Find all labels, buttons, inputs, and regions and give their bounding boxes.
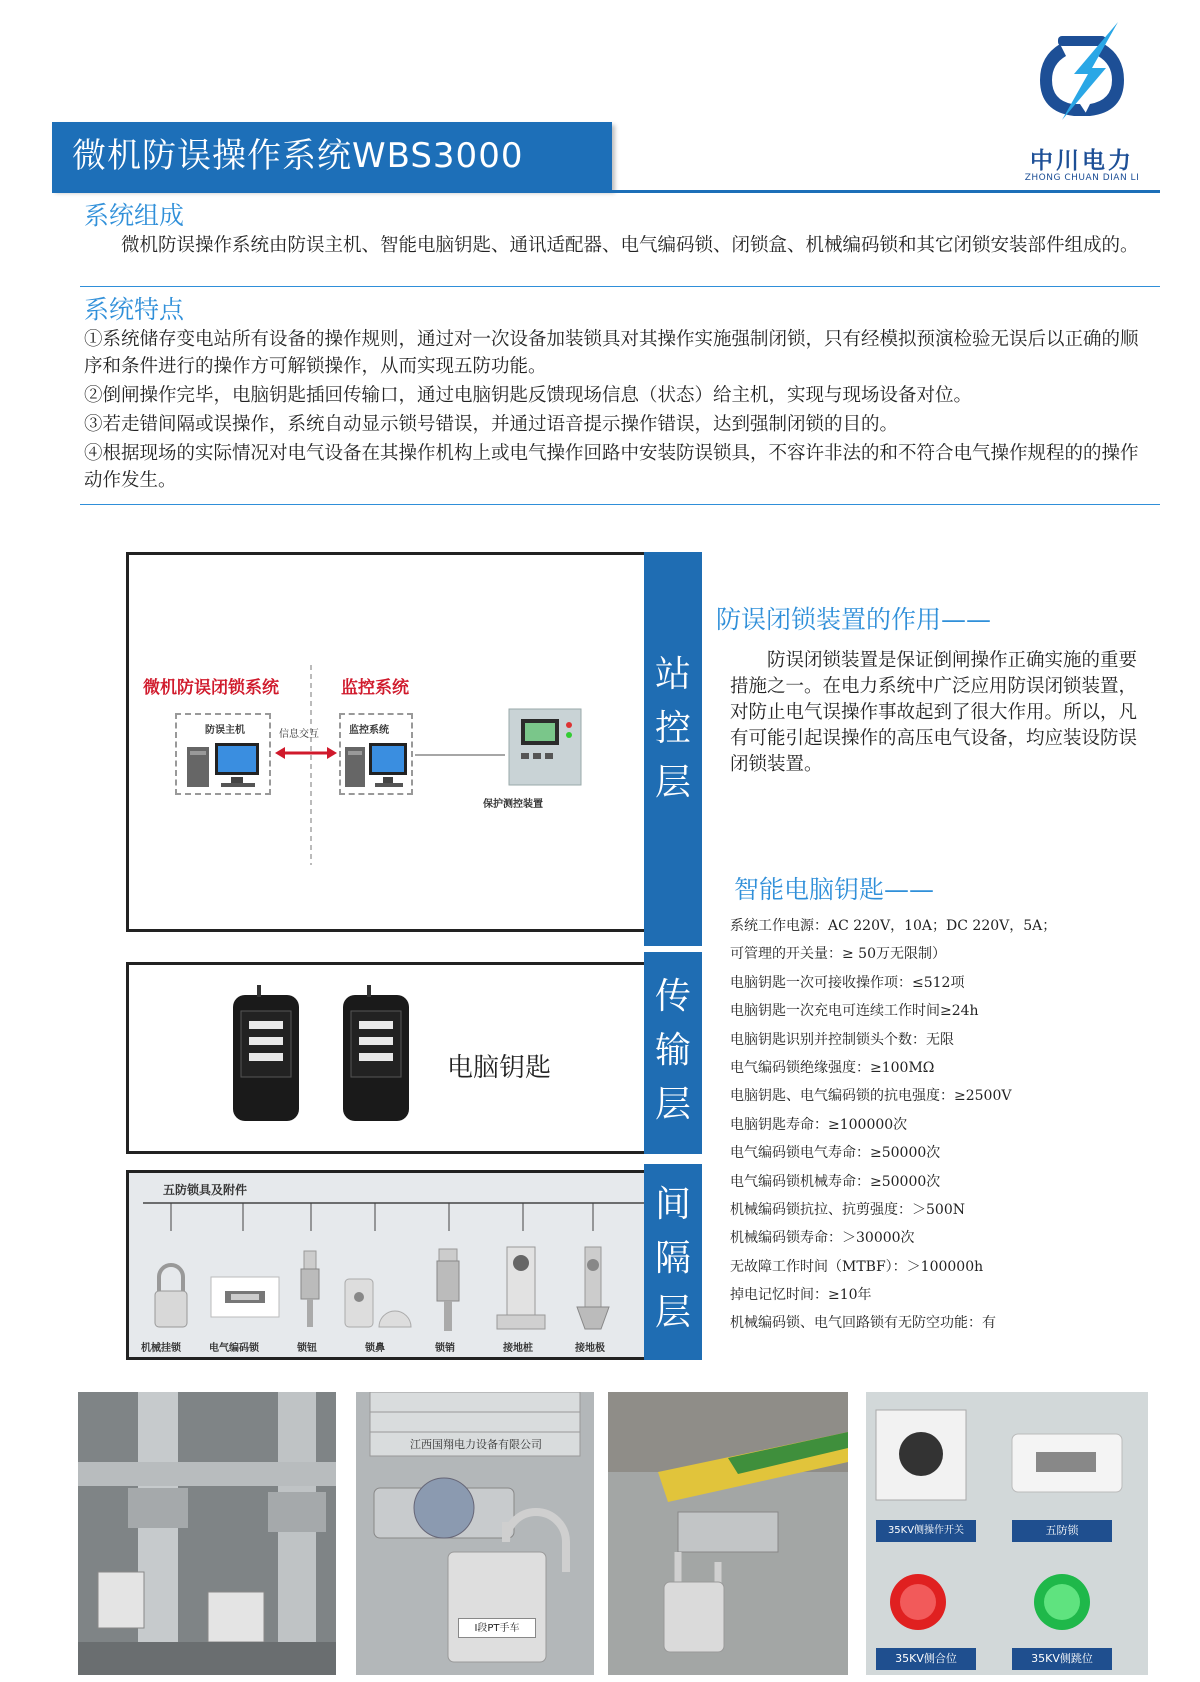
photo-company-text: 江西国翔电力设备有限公司 [410, 1438, 542, 1451]
wall-lock-scene-icon [608, 1392, 848, 1675]
station-layer-frame [126, 552, 702, 932]
photo-wall-lock [608, 1392, 848, 1675]
composition-heading: 系统组成 [84, 201, 185, 230]
monitor-label: 监控系统 [349, 725, 389, 736]
bracket-lines [129, 1195, 689, 1235]
computer-icon [343, 741, 409, 791]
computer-key-label: 电脑钥匙 [447, 1053, 552, 1083]
electric-coded-lock-icon [209, 1275, 281, 1319]
lock-nose-icon [343, 1271, 413, 1331]
bay-item-label: 锁鼻 [365, 1343, 385, 1354]
panel-label: 35KV侧跳位 [1012, 1648, 1112, 1670]
layer-char: 间 [654, 1184, 691, 1225]
layer-char: 层 [654, 1292, 691, 1333]
photo-pt-cart-lock [356, 1392, 594, 1675]
function-text: 防误闭锁装置是保证倒闸操作正确实施的重要措施之一。在电力系统中广泛应用防误闭锁装置，对防止电气误操作事故起到了很大作用。所以，凡有可能引起误操作的高压电气设备，均应装设防误闭锁装置。 [730, 650, 1138, 775]
features-heading: 系统特点 [84, 295, 185, 324]
section-divider [80, 286, 1160, 287]
feature-item: ③若走错间隔或误操作，系统自动显示锁号错误，并通过语音提示操作错误，达到强制闭锁的目的。 [84, 414, 899, 435]
computer-icon [185, 741, 265, 791]
section-divider [80, 504, 1160, 505]
layer-char: 站 [654, 654, 691, 695]
company-logo [1022, 16, 1142, 186]
divider-dashed-line [309, 665, 313, 865]
left-system-label: 微机防误闭锁系统 [143, 678, 279, 698]
composition-text: 微机防误操作系统由防误主机、智能电脑钥匙、通讯适配器、电气编码锁、闭锁盒、机械编码锁和其它闭锁安装部件组成的。 [121, 235, 1139, 256]
lightning-logo-icon [1022, 16, 1142, 136]
bay-item-label: 接地桩 [503, 1343, 533, 1354]
logo-name: 中川电力 [1030, 148, 1134, 174]
protection-device-icon [507, 707, 583, 787]
feature-item: ④根据现场的实际情况对电气设备在其操作机构上或电气操作回路中安装防误锁具，不容许非法的和不符合电气操作规程的的操作动作发生。 [84, 443, 1139, 491]
spec-item: 电气编码锁绝缘强度：≥100MΩ [730, 1059, 935, 1076]
spec-item: 系统工作电源：AC 220V，10A；DC 220V，5A； [730, 918, 1057, 934]
bay-item-label: 机械挂锁 [141, 1343, 181, 1354]
spec-item: 电气编码锁电气寿命：≥50000次 [730, 1145, 941, 1162]
monitor-box [339, 713, 413, 795]
spec-item: 电脑钥匙识别并控制锁头个数：无限 [730, 1031, 954, 1048]
feature-item: ②倒闸操作完毕，电脑钥匙插回传输口，通过电脑钥匙反馈现场信息（状态）给主机，实现与现场设备对位。 [84, 385, 973, 406]
spec-item: 电脑钥匙一次充电可连续工作时间≥24h [730, 1003, 979, 1020]
right-system-label: 监控系统 [341, 678, 409, 698]
exchange-label: 信息交互 [279, 729, 319, 740]
layer-char: 层 [654, 1084, 691, 1125]
key-heading: 智能电脑钥匙—— [734, 875, 935, 904]
computer-key-device-icon [229, 985, 303, 1125]
protection-device-label: 保护测控装置 [483, 799, 543, 810]
bay-layer-frame [126, 1170, 702, 1360]
page-title: 微机防误操作系统WBS3000 [52, 122, 612, 190]
spec-item: 可管理的开关量：≥ 50万无限制） [730, 946, 946, 963]
function-heading: 防误闭锁装置的作用—— [716, 605, 992, 634]
bay-item-label: 锁销 [435, 1343, 455, 1354]
photo-padlocks-on-pipes [78, 1392, 336, 1675]
connection-line [415, 753, 505, 757]
bay-layer-bar [644, 1164, 702, 1360]
bay-title: 五防锁具及附件 [163, 1183, 248, 1197]
layer-char: 隔 [654, 1238, 691, 1279]
spec-item: 机械编码锁抗拉、抗剪强度：＞500N [730, 1201, 965, 1218]
bay-item-label: 电气编码锁 [209, 1343, 259, 1354]
host-label: 防误主机 [205, 725, 245, 736]
spec-item: 电脑钥匙、电气编码锁的抗电强度：≥2500V [730, 1088, 1012, 1105]
bay-item-label: 锁钮 [297, 1343, 317, 1354]
photo-control-panel [866, 1392, 1148, 1675]
panel-label: 35KV侧操作开关 [876, 1520, 976, 1542]
layer-char: 传 [654, 976, 691, 1017]
grounding-pole-icon [573, 1245, 613, 1331]
bay-item-label: 接地极 [575, 1343, 605, 1354]
lock-knob-icon [297, 1249, 323, 1329]
layer-char: 控 [654, 708, 691, 749]
spec-item: 无故障工作时间（MTBF）：＞100000h [730, 1258, 984, 1275]
feature-item: ①系统储存变电站所有设备的操作规则，通过对一次设备加装锁具对其操作实施强制闭锁，只有经模拟预演检验无误后以正确的顺序和条件进行的操作方可解锁操作，从而实现五防功能。 [84, 329, 1139, 377]
station-layer-bar [644, 552, 702, 946]
transport-layer-frame [126, 962, 702, 1154]
transport-layer-bar [644, 952, 702, 1154]
exchange-arrow-icon [275, 743, 337, 763]
layer-char: 输 [654, 1030, 691, 1071]
padlock-icon [151, 1261, 191, 1331]
host-box [175, 713, 271, 795]
grounding-post-icon [495, 1245, 547, 1331]
title-divider [52, 190, 1160, 193]
spec-item: 机械编码锁寿命：＞30000次 [730, 1230, 915, 1247]
layer-char: 层 [654, 762, 691, 803]
logo-subtitle: ZHONG CHUAN DIAN LI [1024, 173, 1140, 183]
key-spec-list [730, 912, 1170, 1338]
spec-item: 电脑钥匙一次可接收操作项：≤512项 [730, 974, 965, 991]
spec-item: 机械编码锁、电气回路锁有无防空功能：有 [730, 1315, 996, 1332]
computer-key-device-icon [339, 985, 413, 1125]
photo-tag-text: Ⅰ段PT手车 [458, 1618, 536, 1638]
lock-pin-icon [433, 1247, 463, 1333]
panel-label: 35KV侧合位 [876, 1648, 976, 1670]
pipe-lock-scene-icon [78, 1392, 336, 1675]
spec-item: 电气编码锁机械寿命：≥50000次 [730, 1173, 941, 1190]
spec-item: 掉电记忆时间：≥10年 [730, 1287, 872, 1304]
features-list [84, 326, 1154, 494]
panel-label: 五防锁 [1012, 1520, 1112, 1542]
spec-item: 电脑钥匙寿命：≥100000次 [730, 1116, 908, 1133]
